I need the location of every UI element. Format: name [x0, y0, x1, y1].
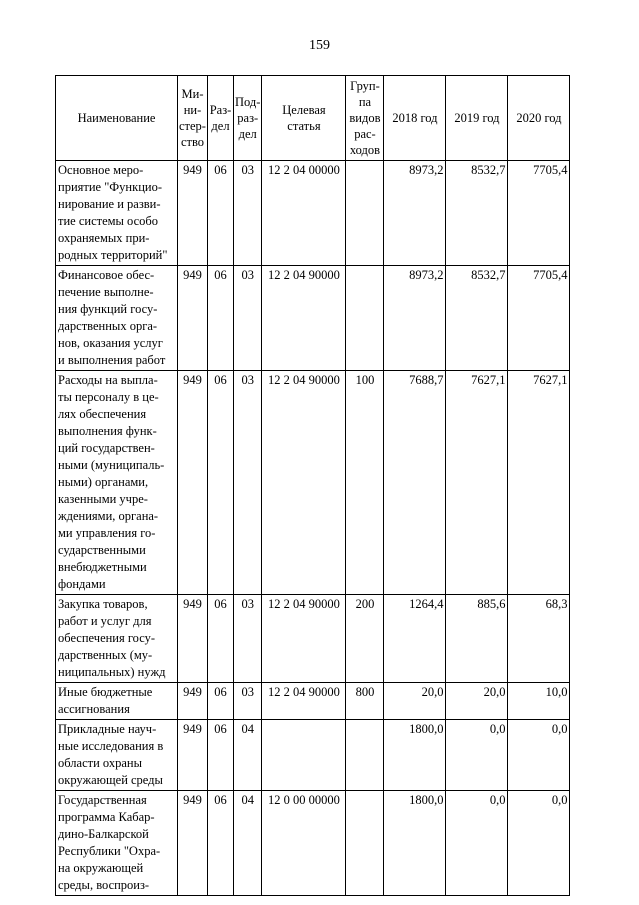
row-expense-group: 800 [346, 683, 384, 720]
row-value-2019: 0,0 [446, 720, 508, 791]
header-expense-group: Груп- па видов рас- ходов [346, 76, 384, 161]
row-expense-group [346, 791, 384, 896]
row-value-2020: 68,3 [508, 595, 570, 683]
row-section: 06 [208, 720, 234, 791]
row-name: Основное меро- приятие "Функцио- нирование и разви- тие системы особо охраняемых при- родных территорий" [56, 161, 178, 266]
row-value-2020: 10,0 [508, 683, 570, 720]
table-row [56, 791, 570, 896]
row-ministry: 949 [178, 161, 208, 266]
row-section: 06 [208, 161, 234, 266]
row-expense-group [346, 161, 384, 266]
header-ministry: Ми- ни- стер- ство [178, 76, 208, 161]
row-section: 06 [208, 371, 234, 595]
row-section: 06 [208, 791, 234, 896]
row-ministry: 949 [178, 266, 208, 371]
row-name: Государственная программа Кабар- дино-Балкарской Республики "Охра- на окружающей среды, воспроиз- [56, 791, 178, 896]
row-value-2018: 1800,0 [384, 791, 446, 896]
row-name: Финансовое обес- печение выполне- ния функций госу- дарственных орга- нов, оказания услуг и выполнения работ [56, 266, 178, 371]
table-row [56, 595, 570, 683]
row-ministry: 949 [178, 371, 208, 595]
row-subsection: 03 [234, 683, 262, 720]
row-value-2020: 7627,1 [508, 371, 570, 595]
row-subsection: 03 [234, 595, 262, 683]
table-header-row [56, 76, 570, 161]
row-value-2019: 20,0 [446, 683, 508, 720]
row-subsection: 04 [234, 720, 262, 791]
table-row [56, 371, 570, 595]
row-expense-group [346, 266, 384, 371]
header-section: Раз- дел [208, 76, 234, 161]
row-expense-group [346, 720, 384, 791]
header-subsection: Под- раз- дел [234, 76, 262, 161]
row-expense-group: 200 [346, 595, 384, 683]
row-target [262, 720, 346, 791]
row-target: 12 2 04 90000 [262, 595, 346, 683]
row-subsection: 03 [234, 266, 262, 371]
row-value-2018: 7688,7 [384, 371, 446, 595]
table-row [56, 266, 570, 371]
header-name: Наименование [56, 76, 178, 161]
row-target: 12 2 04 90000 [262, 266, 346, 371]
row-name: Иные бюджетные ассигнования [56, 683, 178, 720]
page-number: 159 [309, 38, 330, 53]
table-row [56, 683, 570, 720]
row-ministry: 949 [178, 683, 208, 720]
row-section: 06 [208, 595, 234, 683]
table-row [56, 720, 570, 791]
row-name: Прикладные науч- ные исследования в области охраны окружающей среды [56, 720, 178, 791]
budget-table [55, 75, 570, 896]
row-value-2018: 20,0 [384, 683, 446, 720]
row-section: 06 [208, 683, 234, 720]
row-value-2019: 8532,7 [446, 161, 508, 266]
table-row [56, 161, 570, 266]
row-value-2019: 885,6 [446, 595, 508, 683]
row-name: Закупка товаров, работ и услуг для обеспечения госу- дарственных (му- ниципальных) нужд [56, 595, 178, 683]
row-target: 12 2 04 90000 [262, 683, 346, 720]
row-value-2018: 1800,0 [384, 720, 446, 791]
row-value-2019: 8532,7 [446, 266, 508, 371]
header-target: Целевая статья [262, 76, 346, 161]
row-value-2018: 8973,2 [384, 266, 446, 371]
row-value-2020: 0,0 [508, 720, 570, 791]
row-value-2018: 1264,4 [384, 595, 446, 683]
header-2019: 2019 год [446, 76, 508, 161]
row-target: 12 2 04 00000 [262, 161, 346, 266]
header-2020: 2020 год [508, 76, 570, 161]
row-subsection: 04 [234, 791, 262, 896]
row-target: 12 2 04 90000 [262, 371, 346, 595]
row-name: Расходы на выпла- ты персоналу в це- лях обеспечения выполнения функ- ций государствен- ными (муниципаль- ными) органами, казенными учре- ждениями, органа- ми управления го- сударственными внебюджетными фондами [56, 371, 178, 595]
row-subsection: 03 [234, 371, 262, 595]
row-value-2020: 7705,4 [508, 161, 570, 266]
row-ministry: 949 [178, 720, 208, 791]
header-2018: 2018 год [384, 76, 446, 161]
row-value-2019: 0,0 [446, 791, 508, 896]
row-target: 12 0 00 00000 [262, 791, 346, 896]
row-section: 06 [208, 266, 234, 371]
row-ministry: 949 [178, 595, 208, 683]
row-ministry: 949 [178, 791, 208, 896]
row-value-2019: 7627,1 [446, 371, 508, 595]
row-expense-group: 100 [346, 371, 384, 595]
row-value-2018: 8973,2 [384, 161, 446, 266]
row-value-2020: 0,0 [508, 791, 570, 896]
row-value-2020: 7705,4 [508, 266, 570, 371]
row-subsection: 03 [234, 161, 262, 266]
